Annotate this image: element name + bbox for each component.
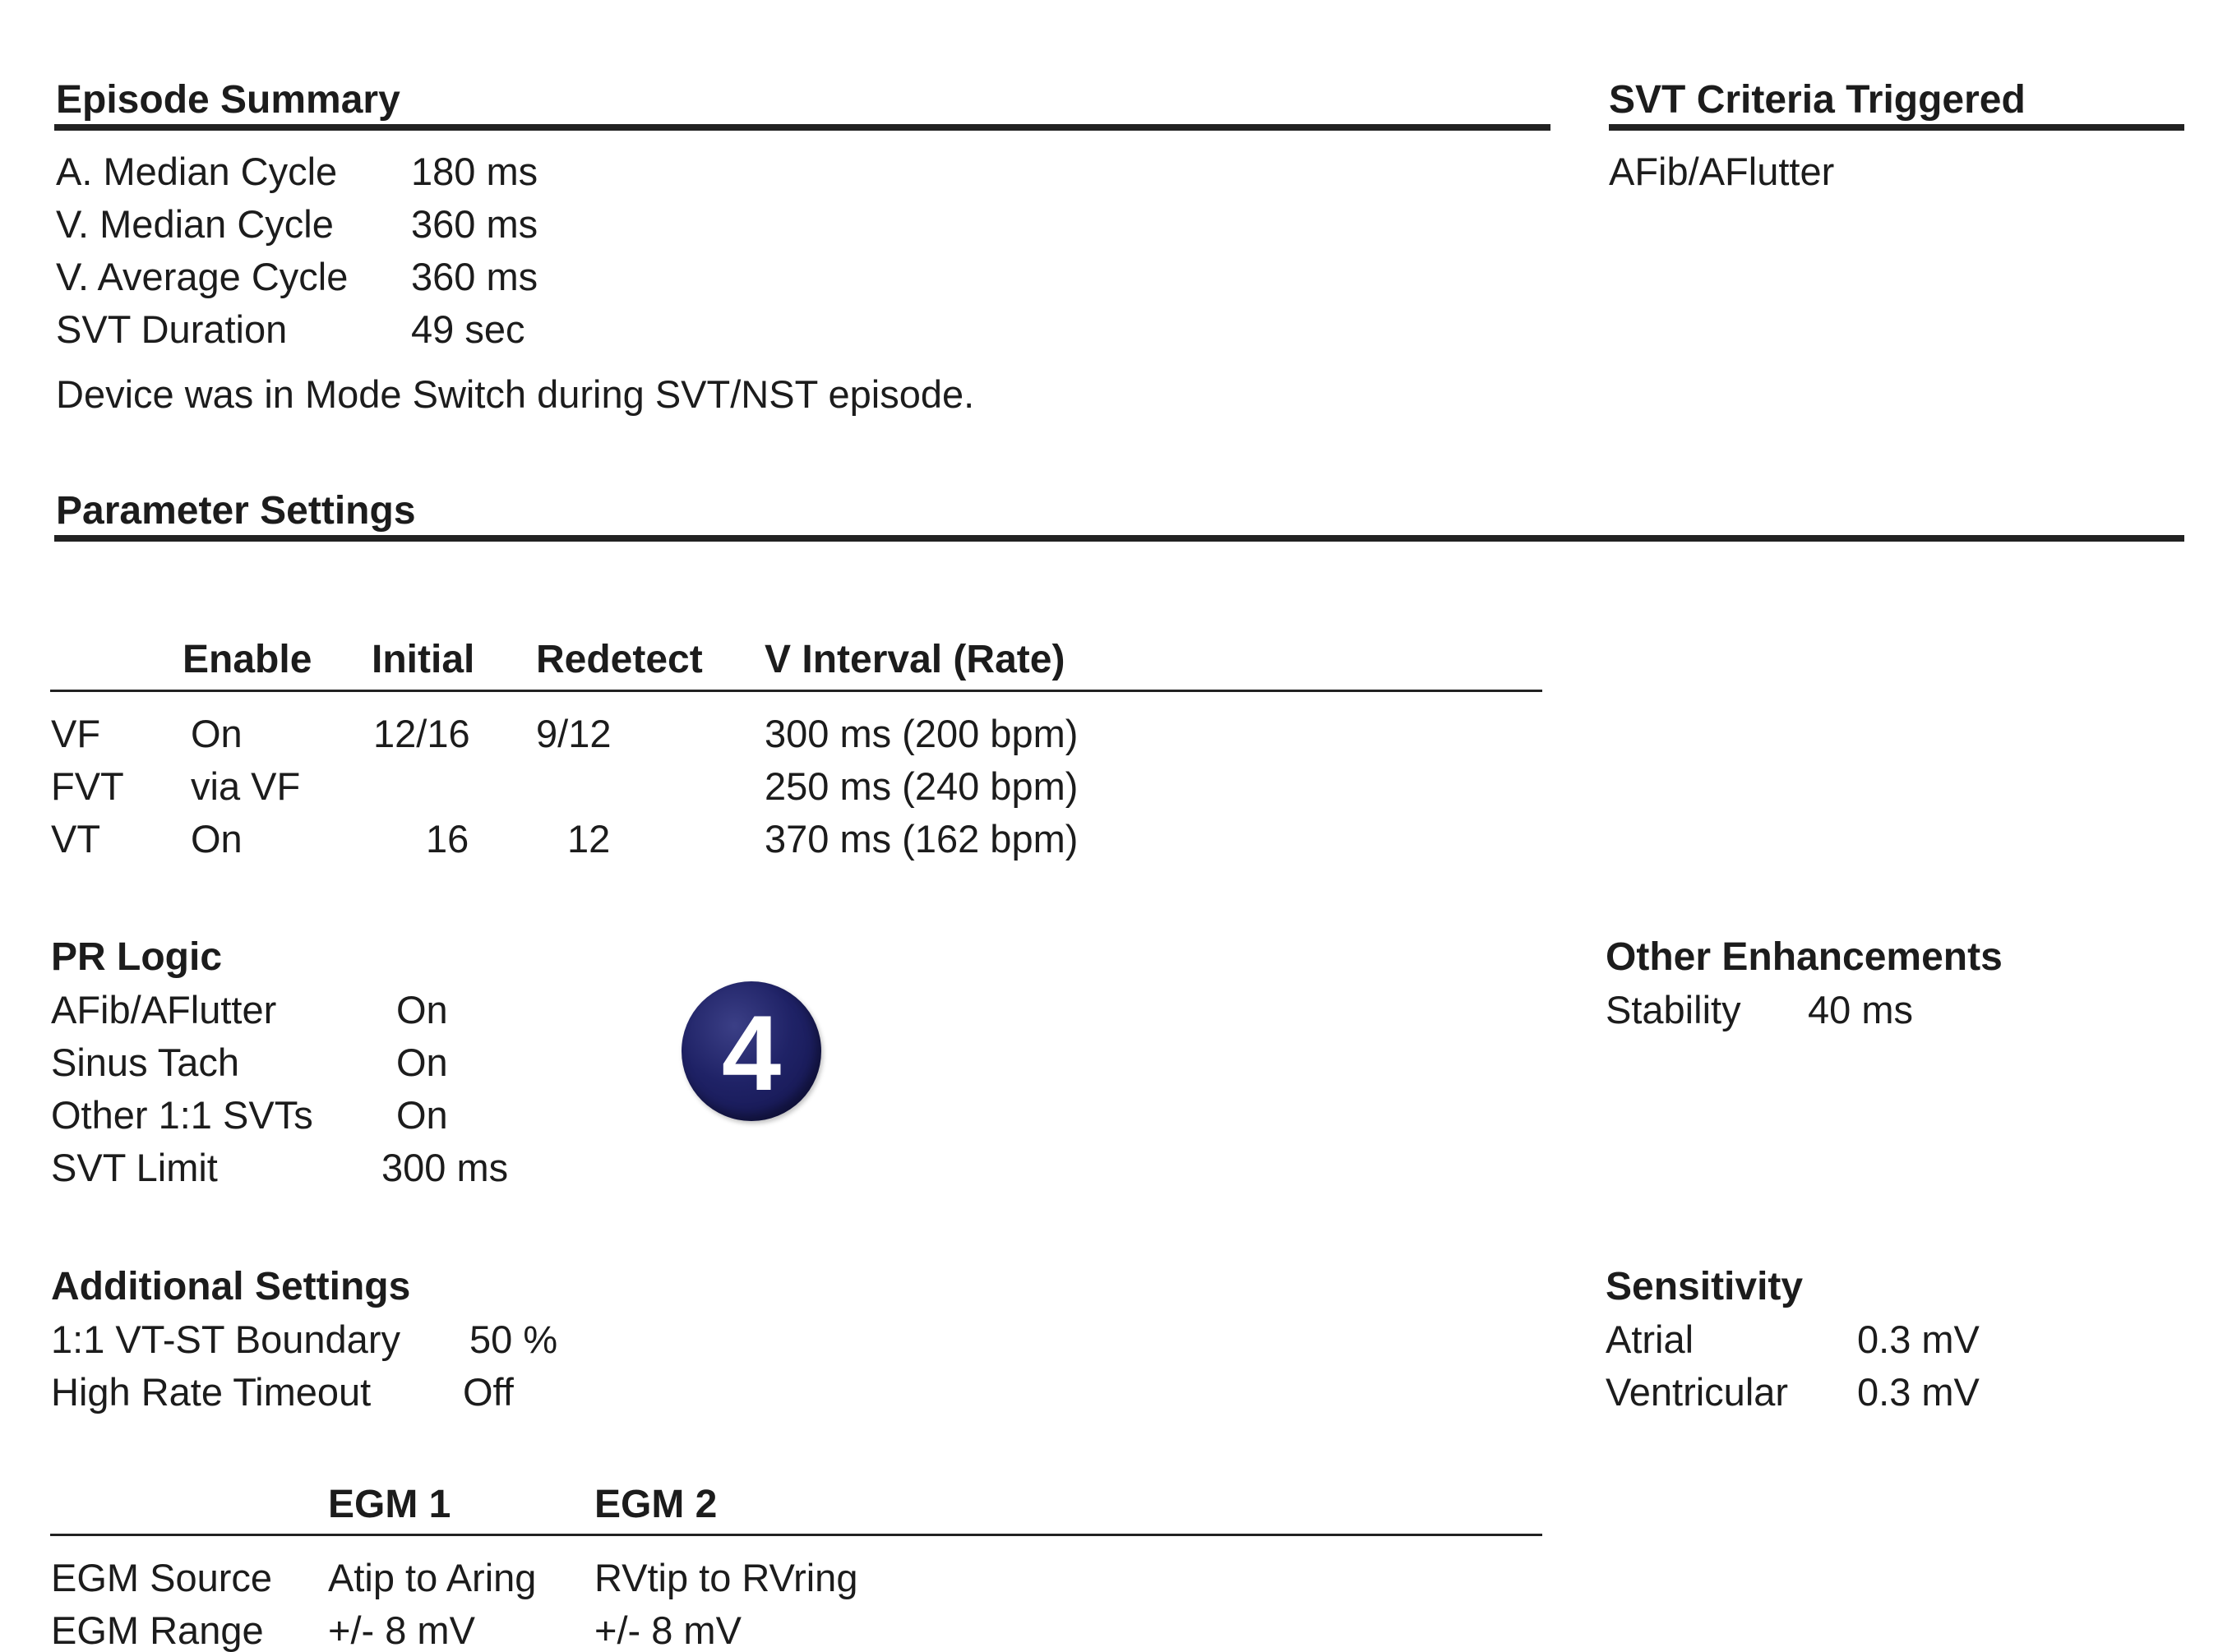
col-header-redetect: Redetect: [536, 638, 703, 681]
additional-settings-label: High Rate Timeout: [51, 1370, 372, 1414]
episode-summary-label: V. Median Cycle: [56, 202, 334, 246]
egm-table-rule: [50, 1534, 1542, 1536]
additional-settings-heading: Additional Settings: [51, 1265, 411, 1308]
sensitivity-value: 0.3 mV: [1857, 1370, 1980, 1414]
zone-enable: On: [191, 817, 243, 861]
zone-label: FVT: [51, 764, 124, 808]
zone-label: VF: [51, 712, 101, 755]
zone-redetect: 9/12: [536, 712, 612, 755]
episode-summary-rule: [54, 124, 1550, 131]
egm1-header: EGM 1: [328, 1483, 451, 1526]
zone-interval: 250 ms (240 bpm): [765, 764, 1079, 808]
col-header-enable: Enable: [183, 638, 312, 681]
svt-criteria-value: AFib/AFlutter: [1609, 150, 1835, 193]
mode-switch-note: Device was in Mode Switch during SVT/NST episode.: [56, 372, 975, 416]
svt-criteria-rule: [1609, 124, 2184, 131]
egm1-value: +/- 8 mV: [328, 1608, 475, 1652]
zone-initial: 16: [426, 817, 469, 861]
col-header-initial: Initial: [372, 638, 475, 681]
detection-table-rule: [50, 690, 1542, 692]
parameter-settings-heading: Parameter Settings: [56, 489, 416, 533]
egm2-header: EGM 2: [594, 1483, 718, 1526]
additional-settings-label: 1:1 VT-ST Boundary: [51, 1317, 400, 1361]
sensitivity-label: Atrial: [1606, 1317, 1694, 1361]
episode-summary-heading: Episode Summary: [56, 78, 400, 122]
pr-logic-value: On: [396, 988, 448, 1031]
egm2-value: RVtip to RVring: [594, 1556, 858, 1599]
pr-logic-heading: PR Logic: [51, 935, 223, 979]
episode-summary-value: 49 sec: [411, 307, 525, 351]
additional-settings-value: Off: [463, 1370, 514, 1414]
episode-summary-value: 360 ms: [411, 255, 538, 298]
pr-logic-value: On: [396, 1041, 448, 1084]
pr-logic-label: AFib/AFlutter: [51, 988, 277, 1031]
step-4-badge: [682, 981, 821, 1121]
sensitivity-label: Ventricular: [1606, 1370, 1789, 1414]
egm-row-label: EGM Range: [51, 1608, 264, 1652]
episode-summary-label: A. Median Cycle: [56, 150, 338, 193]
sensitivity-heading: Sensitivity: [1606, 1265, 1804, 1308]
zone-interval: 300 ms (200 bpm): [765, 712, 1079, 755]
zone-enable: On: [191, 712, 243, 755]
episode-summary-value: 180 ms: [411, 150, 538, 193]
stability-label: Stability: [1606, 988, 1741, 1031]
episode-summary-label: V. Average Cycle: [56, 255, 349, 298]
other-enhancements-heading: Other Enhancements: [1606, 935, 2003, 979]
zone-initial: 12/16: [373, 712, 470, 755]
pr-logic-value: 300 ms: [381, 1146, 509, 1189]
svt-criteria-heading: SVT Criteria Triggered: [1609, 78, 2026, 122]
stability-value: 40 ms: [1808, 988, 1913, 1031]
pr-logic-value: On: [396, 1093, 448, 1137]
step-number: 4: [721, 993, 782, 1113]
episode-summary-label: SVT Duration: [56, 307, 288, 351]
parameter-settings-rule: [54, 535, 2184, 542]
pr-logic-label: Sinus Tach: [51, 1041, 240, 1084]
zone-label: VT: [51, 817, 101, 861]
pr-logic-label: SVT Limit: [51, 1146, 218, 1189]
egm1-value: Atip to Aring: [328, 1556, 537, 1599]
sensitivity-value: 0.3 mV: [1857, 1317, 1980, 1361]
pr-logic-label: Other 1:1 SVTs: [51, 1093, 313, 1137]
zone-enable: via VF: [191, 764, 301, 808]
col-header-interval: V Interval (Rate): [765, 638, 1065, 681]
egm-row-label: EGM Source: [51, 1556, 273, 1599]
zone-interval: 370 ms (162 bpm): [765, 817, 1079, 861]
egm2-value: +/- 8 mV: [594, 1608, 742, 1652]
episode-summary-value: 360 ms: [411, 202, 538, 246]
additional-settings-value: 50 %: [469, 1317, 558, 1361]
zone-redetect: 12: [567, 817, 611, 861]
